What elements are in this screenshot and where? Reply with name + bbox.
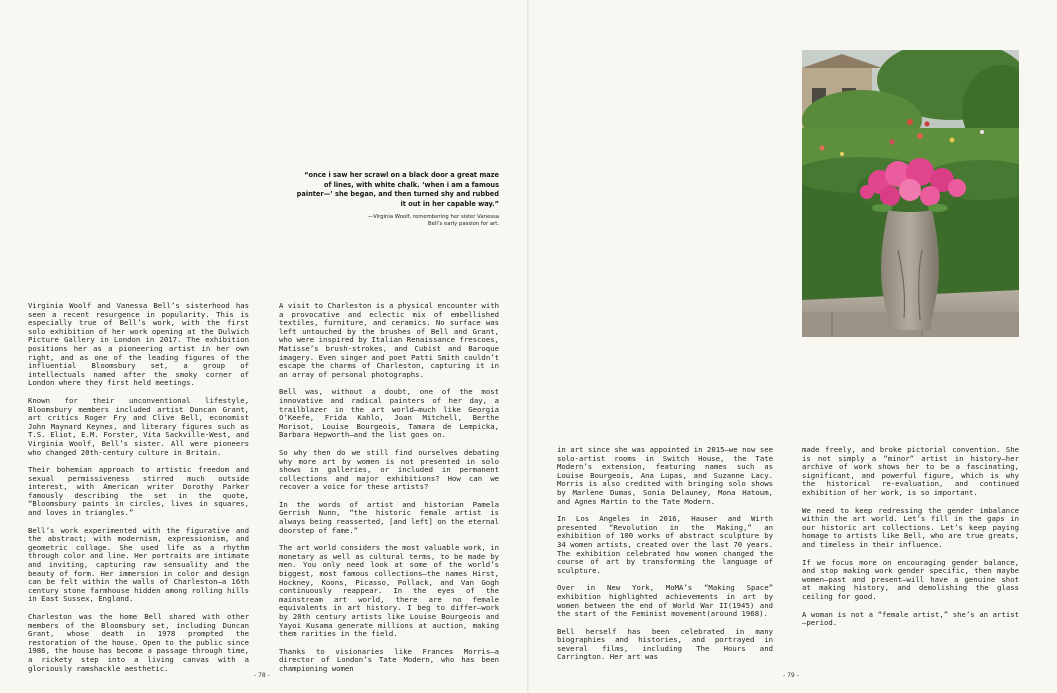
paragraph: Bell herself has been celebrated in many biographies and histories, and portrayed in several films, including The Hours and Carrington. Her art was [557,626,773,662]
paragraph: Their bohemian approach to artistic freedom and sexual permissiveness stirred much outside interest, with American writer Dorothy Parker famously describing the set in the quote, “Bloomsbury paints in circles, lives in squares, and loves in triangles.” [28,465,249,518]
text-column-4 [802,446,1019,637]
paragraph: Known for their unconventional lifestyle, Bloomsbury members included artist Duncan Grant, art critics Roger Fry and Clive Bell, economist John Maynard Keynes, and literary figures such as T.S. Eliot, E.M. Forster, Vita Sackville-West, and Virginia Woolf, Bell’s sister. All were pioneers who changed 20th-century culture in Britain. [28,395,249,457]
stone-torso-sculpture [881,210,939,330]
paragraph: Bell’s work experimented with the figurative and the abstract; with modernism, expressionism, and geometric collage. She used life as a rhythm through color and line. Her portraits are intimate and inviting, capturing raw sensuality and the beauty of form. Her immersion in color and design can be felt within the walls of Charleston—a 16th century stone farmhouse hidden among rolling hills in East Sussex, England. [28,525,249,604]
text-column-2 [279,302,499,683]
pull-quote-text: “once i saw her scrawl on a black door a great maze of lines, with white chalk. ‘when i am a famous painter—’ she began, and then turned shy and rubbed it out in her capable way.” [296,171,499,208]
paragraph: Thanks to visionaries like Frances Morris—a director of London’s Tate Modern, who has been championing women [279,646,499,673]
paragraph: In the words of artist and historian Pamela Gerrish Nunn, “the historic female artist is always being reasserted, [and left] on the eternal doorstep of fame.” [279,499,499,535]
pull-quote-attribution: —Virginia Woolf, remembering her sister Vanessa Bell’s early passion for art. [367,214,499,228]
paragraph: So why then do we still find ourselves debating why more art by women is not presented in solo shows in galleries, or included in permanent collections and major exhibitions? How can we recover a voice for these artists? [279,447,499,492]
paragraph: made freely, and broke pictorial convention. She is not simply a “minor” artist in history—her archive of work shows her to be a fascinating, significant, and powerful figure, which is why the historical re-evaluation, and continued exhibition of her work, is so important. [802,445,1019,497]
paragraph: If we focus more on encouraging gender balance, and stop making work gender specific, then maybe women—past and present—will have a genuine shot at making history, and demolishing the glass ceiling for good. [802,557,1019,601]
paragraph: Over in New York, MoMA’s “Making Space” exhibition highlighted achievements in art by women between the end of World War II(1945) and the start of the Feminist movement(around 1968). [557,583,773,619]
page-number-right: - 79 - [783,672,799,679]
paragraph: In Los Angeles in 2016, Hauser and Wirth presented “Revolution in the Making,” an exhibition of 100 works of abstract sculpture by 34 women artists, created over the last 70 years. The exhibition celebrated how women changed the course of art by transforming the language of sculpture. [557,514,773,575]
paragraph: in art since she was appointed in 2015—we now see solo-artist rooms in Switch House, the Tate Modern’s extension, featuring names such as Louise Bourgeois, Ana Lupas, and Suzanne Lacy. Morris is also credited with bringing solo shows by Marlene Dumas, Sonia Delauney, Mona Hatoum, and Agnes Martin to the Tate Modern. [557,445,773,506]
paragraph: A visit to Charleston is a physical encounter with a provocative and eclectic mix of embellished textiles, furniture, and ceramics. No surface was left untouched by the brushes of Bell and Grant, who were inspired by Italian Renaissance frescoes, Matisse’s brush-strokes, and Cubist and Baroque imagery. Even singer and poet Patti Smith couldn’t escape the charms of Charleston, capturing it in an array of personal photographs. [279,301,499,379]
text-column-1 [28,302,249,682]
garden-sculpture-photo [802,50,1019,337]
pull-quote [296,171,499,228]
paragraph: A woman is not a “female artist,” she’s an artist—period. [802,609,1019,628]
paragraph: The art world considers the most valuable work, in monetary as well as cultural terms, to be made by men. You only need look at some of the world’s biggest, most famous collections—the names Hirst, Hockney, Koons, Picasso, Pollack, and Van Gogh continuously reappear. In the eyes of the mainstream art world, there are no female equivalents in art history. I beg to differ—work by 20th century artists like Louise Bourgeois and Yayoi Kusama generate millions at auction, making them rarities in the field. [279,543,499,639]
page-number-left: - 78 - [254,672,270,679]
paragraph: Bell was, without a doubt, one of the most innovative and radical painters of her day, a trailblazer in the art world—much like Georgia O’Keefe, Frida Kahlo, Joan Mitchell, Berthe Morisot, Louise Bourgeois, Tamara de Lempicka, Barbara Hepworth—and the list goes on. [279,387,499,440]
paragraph: Charleston was the home Bell shared with other members of the Bloomsbury set, including Duncan Grant, whose death in 1978 prompted the restoration of the house. Open to the public since 1986, the house has become a passage through time, a rickety step into a living canvas with a gloriously ramshackle aesthetic. [28,612,249,673]
page-gutter [527,0,529,693]
paragraph: Virginia Woolf and Vanessa Bell’s sisterhood has seen a recent resurgence in popularity. This is especially true of Bell’s work, with the first solo exhibition of her work opening at the Dulwich Picture Gallery in London in 2017. The exhibition positions her as a pioneering artist in her own right, and as one of the leading figures of the influential Bloomsbury set, a group of intellectuals named after the smoky corner of London where they first held meetings. [28,301,249,388]
paragraph: We need to keep redressing the gender imbalance within the art world. Let’s fill in the gaps in our historic art collections. Let’s keep paying homage to artists like Bell, who are true greats, and timeless in their influence. [802,505,1019,549]
text-column-3 [557,446,773,671]
